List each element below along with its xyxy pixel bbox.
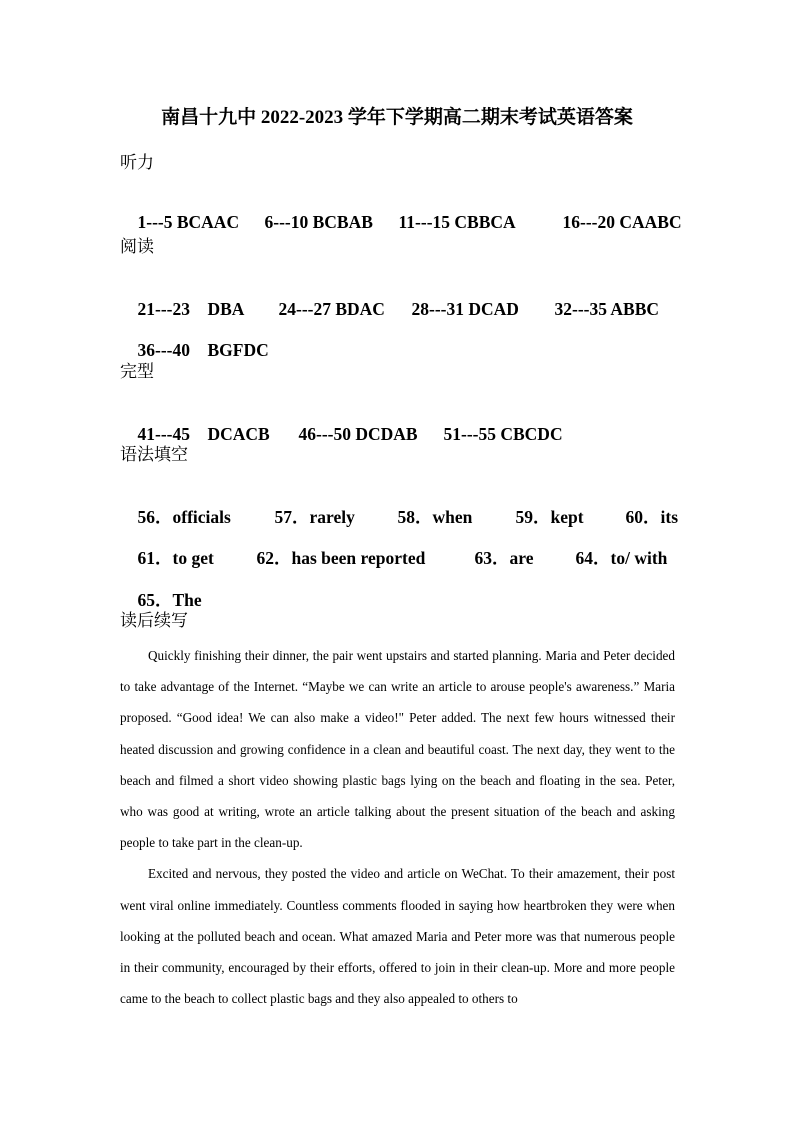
section-heading-grammar: 语法填空 — [120, 445, 188, 465]
continuation-essay — [120, 640, 675, 1014]
essay-paragraph: Excited and nervous, they posted the video and article on WeChat. To their amazement, their post went viral online immediately. Countless comments flooded in saying how heartbroken they were when looking at the polluted beach and ocean. What amazed Maria and Peter more was that numerous people in their community, encouraged by their efforts, offered to join in their clean-up. More and more people came to the beach to collect plastic bags and they also appealed to others to — [120, 866, 675, 1007]
essay-paragraph: Quickly finishing their dinner, the pair went upstairs and started planning. Maria and Peter decided to take advantage of the Internet. “Maybe we can write an article to arouse people's awareness.” Maria proposed. “Good idea! We can also make a video!" Peter added. The next few hours witnessed their heated discussion and growing confidence in a clean and beautiful coast. The next day, they went to the beach and filmed a short video showing plastic bags lying on the beach and floating in the sea. Peter, who was good at writing, wrote an article talking about the present situation of the beach and asking people to take part in the clean-up. — [120, 648, 675, 851]
answer-item: 61．to get — [137, 548, 214, 568]
answer-group: 16---20 CAABC — [562, 212, 682, 232]
answer-item: 60．its — [625, 507, 678, 527]
answer-row-listening-1 — [120, 191, 682, 254]
answer-item: 64．to/ with — [575, 548, 668, 568]
answer-item: 56．officials — [137, 507, 231, 527]
section-heading-continuation: 读后续写 — [120, 611, 188, 631]
answer-group: 6---10 BCBAB — [264, 212, 373, 232]
answer-group: 28---31 DCAD — [411, 299, 519, 319]
section-heading-listening: 听力 — [120, 153, 154, 173]
answer-item: 62．has been reported — [256, 548, 426, 568]
answer-item: 58．when — [397, 507, 473, 527]
answer-group: 36---40 BGFDC — [137, 340, 269, 360]
answer-group: 51---55 CBCDC — [443, 424, 563, 444]
section-heading-reading: 阅读 — [120, 237, 154, 257]
answer-group: 24---27 BDAC — [278, 299, 385, 319]
answer-item: 63．are — [474, 548, 534, 568]
section-heading-cloze: 完型 — [120, 362, 154, 382]
answer-item: 57．rarely — [274, 507, 355, 527]
answer-group: 32---35 ABBC — [554, 299, 660, 319]
answer-group: 46---50 DCDAB — [298, 424, 418, 444]
answer-group: 11---15 CBBCA — [398, 212, 516, 232]
answer-row-grammar-2 — [120, 524, 667, 591]
answer-group: 21---23 DBA — [137, 299, 245, 319]
answer-item: 65．The — [137, 590, 202, 610]
page-title: 南昌十九中 2022-2023 学年下学期高二期末考试英语答案 — [161, 107, 633, 128]
answer-group: 1---5 BCAAC — [137, 212, 240, 232]
answer-item: 59．kept — [515, 507, 584, 527]
answer-group: 41---45 DCACB — [137, 424, 270, 444]
